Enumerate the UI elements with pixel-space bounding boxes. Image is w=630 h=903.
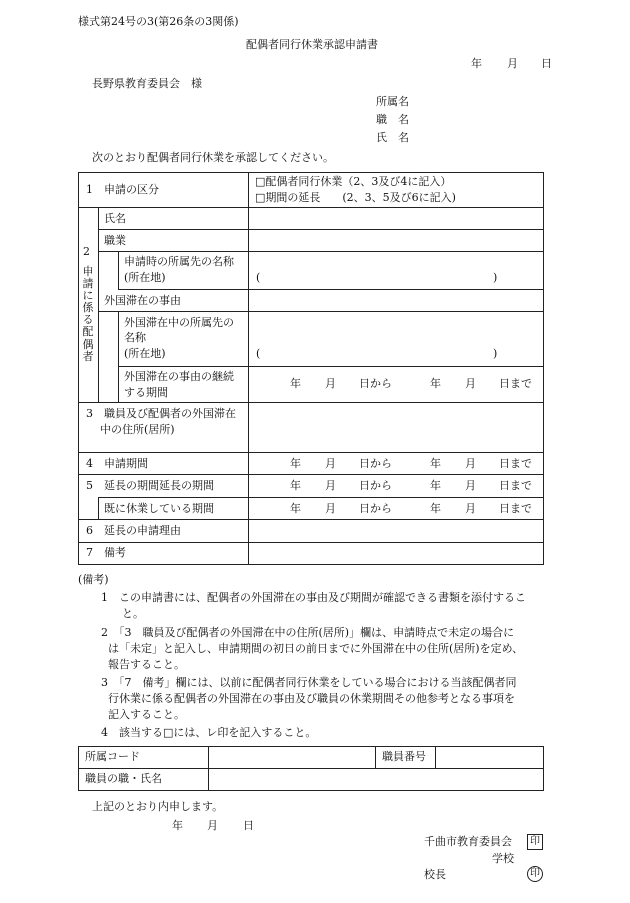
header-date-day: 日: [541, 57, 552, 70]
staff-number-label: 職員番号: [382, 750, 426, 763]
note-1-cont: と。: [122, 607, 144, 620]
header-date-month: 月: [507, 57, 518, 70]
row-address-abroad-label: 3 職員及び配偶者の外国滞在: [86, 407, 236, 420]
principal-seal-round: 印: [527, 866, 543, 882]
intro-text: 次のとおり配偶者同行休業を承認してください。: [92, 151, 334, 164]
note-3-cont: 行休業に係る配偶者の外国滞在の事由及び職員の休業期間その他参考となる事項を: [108, 692, 515, 705]
note-2-cont: は「未定」と記入し、申請期間の初日の前日までに外国滞在中の住所(居所)を定め、: [108, 642, 524, 655]
staff-title-name-label: 職員の職・氏名: [85, 772, 162, 785]
employer-at-application-label: 申請時の所属先の名称: [124, 255, 234, 268]
employer-abroad-label-2: 名称: [124, 331, 146, 344]
affiliation-label: 所属名: [376, 95, 409, 108]
employer-abroad-label: 外国滞在中の所属先の: [124, 316, 234, 329]
row-application-period-label: 4 申請期間: [86, 457, 148, 470]
employer-at-application-location: (所在地): [124, 271, 166, 284]
note-2-cont-2: 報告すること。: [108, 658, 185, 671]
note-3-cont-2: 記入すること。: [108, 708, 185, 721]
paren-open-2: (: [256, 347, 261, 360]
affiliation-code-label: 所属コード: [85, 750, 140, 763]
row-extension-reason-label: 6 延長の申請理由: [86, 524, 181, 537]
school-label: 学校: [492, 852, 514, 865]
option-spouse-leave[interactable]: □配偶者同行休業（2、3及び4に記入）: [255, 175, 452, 188]
footer-date-day: 日: [243, 819, 254, 832]
addressee: 長野県教育委員会 様: [92, 77, 202, 90]
row-already-on-leave-label: 既に休業している期間: [104, 502, 214, 515]
notes-heading: (備考): [78, 573, 109, 586]
employer-abroad-location: (所在地): [124, 347, 166, 360]
note-3: 3 「7 備考」欄には、以前に配偶者同行休業をしている場合における当該配偶者同: [101, 676, 517, 689]
stay-period-label: 外国滞在の事由の継続: [124, 370, 234, 383]
position-label: 職 名: [376, 113, 409, 126]
applicant-name-label: 氏 名: [376, 131, 409, 144]
paren-close-2: ): [493, 347, 498, 360]
principal-label: 校長: [424, 868, 446, 881]
row-remarks-label: 7 備考: [86, 546, 126, 559]
document-title: 配偶者同行休業承認申請書: [246, 38, 378, 51]
note-4: 4 該当する□には、レ印を記入すること。: [101, 726, 317, 739]
row-application-type-label: 1 申請の区分: [86, 183, 159, 196]
stay-reason-label: 外国滞在の事由: [104, 294, 181, 307]
row-address-abroad-label-2: 中の住所(居所): [100, 423, 175, 436]
section2-number: 2: [83, 245, 90, 258]
footer-date-month: 月: [207, 819, 218, 832]
spouse-occupation-label: 職業: [104, 234, 126, 247]
paren-close-1: ): [493, 271, 498, 284]
education-board-name: 千曲市教育委員会: [424, 835, 512, 848]
submission-statement: 上記のとおり内申します。: [92, 800, 224, 813]
section2-vertical-label: 申 請 に 係 る 配 偶 者: [82, 265, 94, 363]
paren-open-1: (: [256, 271, 261, 284]
footer-date-year: 年: [172, 819, 183, 832]
stay-period-label-2: する期間: [124, 386, 168, 399]
note-1: 1 この申請書には、配偶者の外国滞在の事由及び期間が確認できる書類を添付するこ: [101, 591, 526, 604]
option-period-extension[interactable]: □期間の延長 (2、3、5及び6に記入): [255, 191, 456, 204]
header-date-year: 年: [471, 57, 482, 70]
spouse-name-label: 氏名: [104, 212, 126, 225]
form-number: 様式第24号の3(第26条の3関係): [78, 15, 239, 28]
note-2: 2 「3 職員及び配偶者の外国滞在中の住所(居所)」欄は、申請時点で未定の場合に: [101, 626, 515, 639]
official-seal-square: 印: [527, 834, 543, 850]
row-extension-period-label: 5 延長の期間延長の期間: [86, 479, 214, 492]
